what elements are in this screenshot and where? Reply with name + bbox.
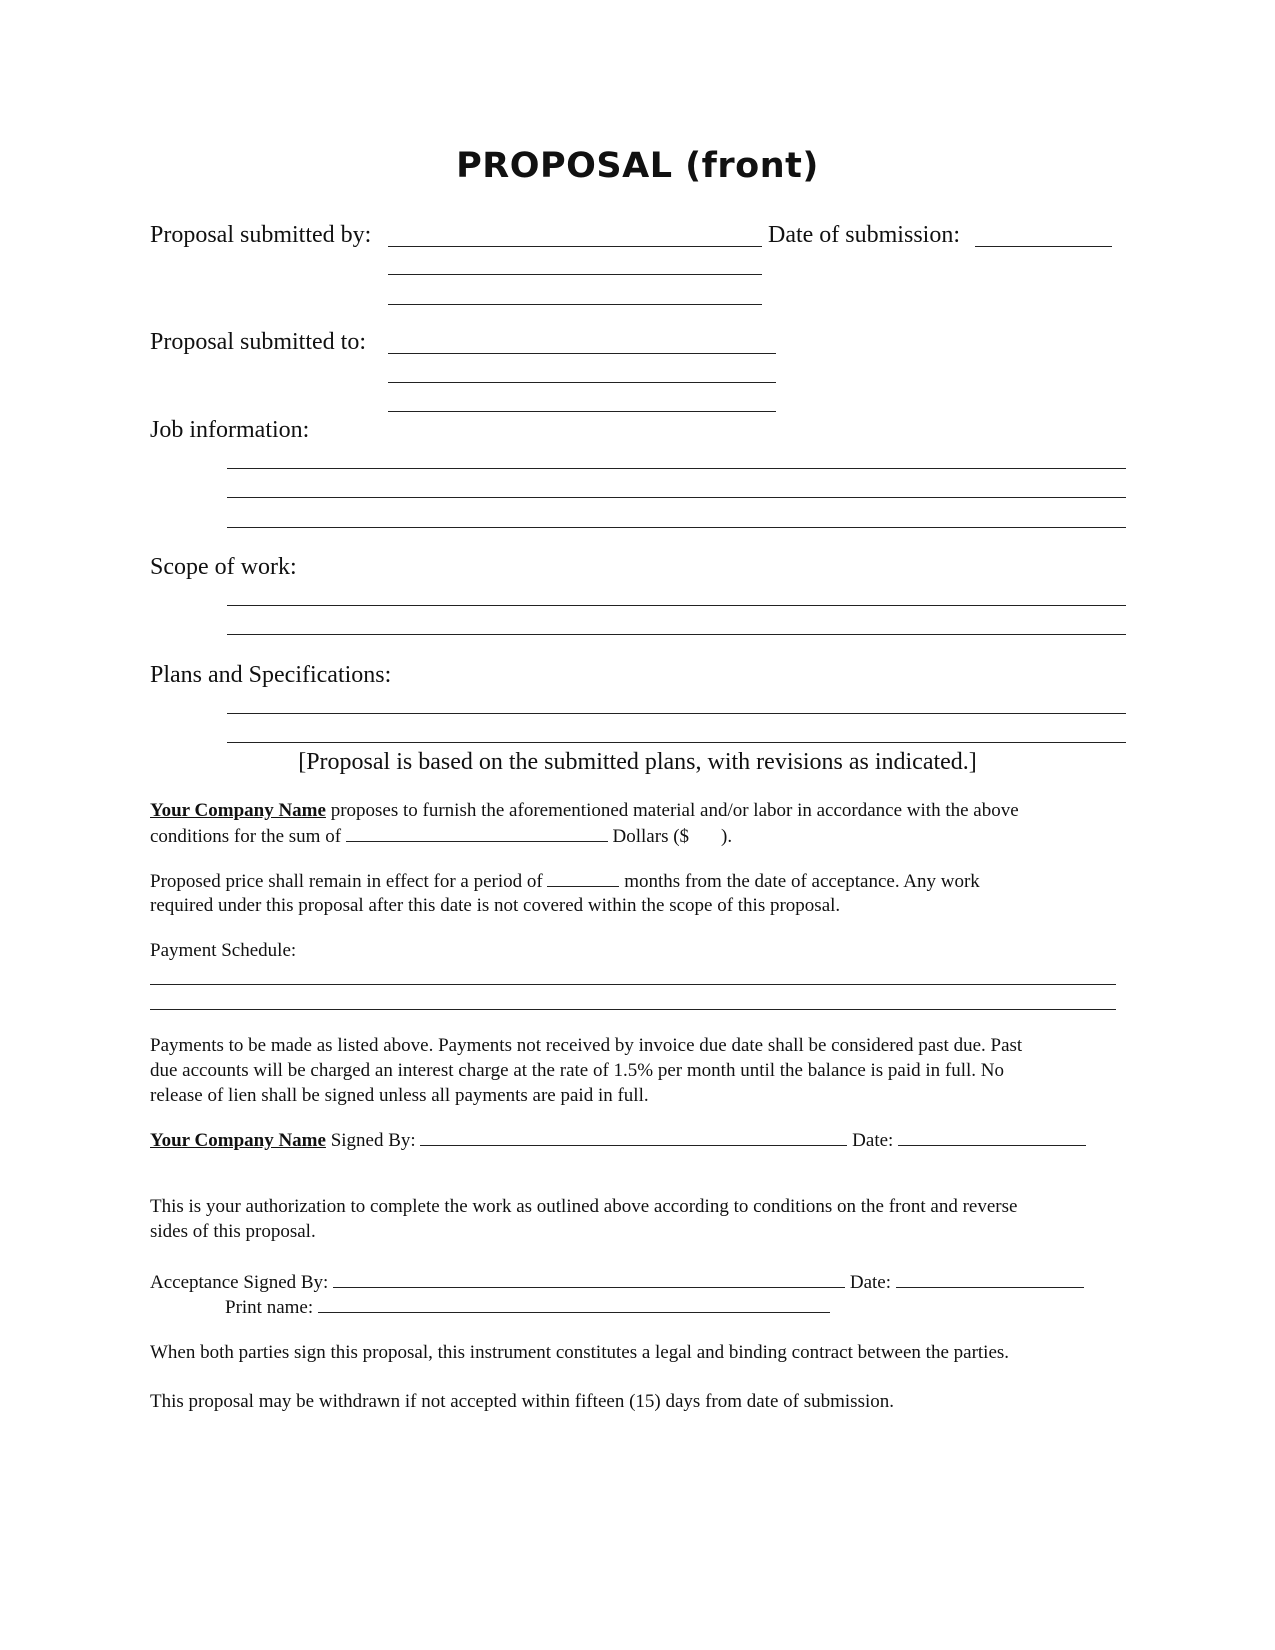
company-signed-by-label: Signed By: [330,1130,416,1151]
sum-dollars: Dollars ($ [612,826,690,847]
print-name-row [225,1296,830,1319]
sum-close: ). [721,826,733,847]
submitted-by-line-2[interactable] [388,274,762,275]
price-paragraph-line2: required under this proposal after this date is not covered within the scope of this proposal. [150,895,841,916]
company-signature-row [150,1129,1086,1152]
submitted-to-line-3[interactable] [388,411,776,412]
company-name-1: Your Company Name [150,800,326,821]
print-name-label: Print name: [225,1297,314,1318]
payment-schedule-line-1[interactable] [150,984,1116,985]
furnish-paragraph-line2 [150,825,732,848]
submitted-to-label: Proposal submitted to: [150,329,366,355]
job-information-label: Job information: [150,417,310,443]
scope-line-1[interactable] [227,605,1126,606]
withdrawn-text: This proposal may be withdrawn if not accepted within fifteen (15) days from date of submission. [150,1391,894,1412]
acceptance-date-field[interactable] [896,1271,1084,1288]
plans-line-2[interactable] [227,742,1126,743]
company-signature-field[interactable] [420,1129,847,1146]
binding-contract-text: When both parties sign this proposal, this instrument constitutes a legal and binding contract between the parties. [150,1342,1010,1363]
submitted-to-line-2[interactable] [388,382,776,383]
payments-line-1: Payments to be made as listed above. Payments not received by invoice due date shall be considered past due. Past [150,1035,1023,1056]
job-information-line-1[interactable] [227,468,1126,469]
payment-schedule-label: Payment Schedule: [150,940,297,961]
submitted-to-line-1[interactable] [388,353,776,354]
payments-line-2: due accounts will be charged an interest charge at the rate of 1.5% per month until the balance is paid in full. No [150,1060,1005,1081]
plans-label: Plans and Specifications: [150,662,392,688]
plans-note: [Proposal is based on the submitted plans, with revisions as indicated.] [298,749,977,775]
price-prefix: Proposed price shall remain in effect for a period of [150,871,543,892]
submitted-by-label: Proposal submitted by: [150,222,372,248]
scope-of-work-label: Scope of work: [150,554,297,580]
company-date-field[interactable] [898,1129,1086,1146]
acceptance-date-label: Date: [849,1272,891,1293]
plans-line-1[interactable] [227,713,1126,714]
print-name-field[interactable] [318,1296,830,1313]
acceptance-label: Acceptance Signed By: [150,1272,329,1293]
scope-line-2[interactable] [227,634,1126,635]
furnish-paragraph-line1 [150,800,1019,822]
payments-line-3: release of lien shall be signed unless all payments are paid in full. [150,1085,649,1106]
job-information-line-3[interactable] [227,527,1126,528]
date-of-submission-label: Date of submission: [768,222,960,248]
furnish-text: proposes to furnish the aforementioned material and/or labor in accordance with the above [330,800,1019,821]
sum-prefix: conditions for the sum of [150,826,342,847]
payment-schedule-line-2[interactable] [150,1009,1116,1010]
company-name-2: Your Company Name [150,1130,326,1151]
months-field[interactable] [547,870,619,887]
submitted-by-line-3[interactable] [388,304,762,305]
date-of-submission-line[interactable] [975,246,1112,247]
sum-amount-field[interactable] [346,825,608,842]
job-information-line-2[interactable] [227,497,1126,498]
price-suffix: months from the date of acceptance. Any work [624,871,980,892]
company-date-label: Date: [852,1130,894,1151]
submitted-by-line-1[interactable] [388,246,762,247]
authorization-line-2: sides of this proposal. [150,1221,316,1242]
acceptance-row [150,1271,1084,1294]
acceptance-signature-field[interactable] [333,1271,845,1288]
page-title: PROPOSAL (front) [456,146,819,186]
authorization-line-1: This is your authorization to complete the work as outlined above according to conditions on the front and reverse [150,1196,1018,1217]
price-paragraph-line1 [150,870,980,893]
